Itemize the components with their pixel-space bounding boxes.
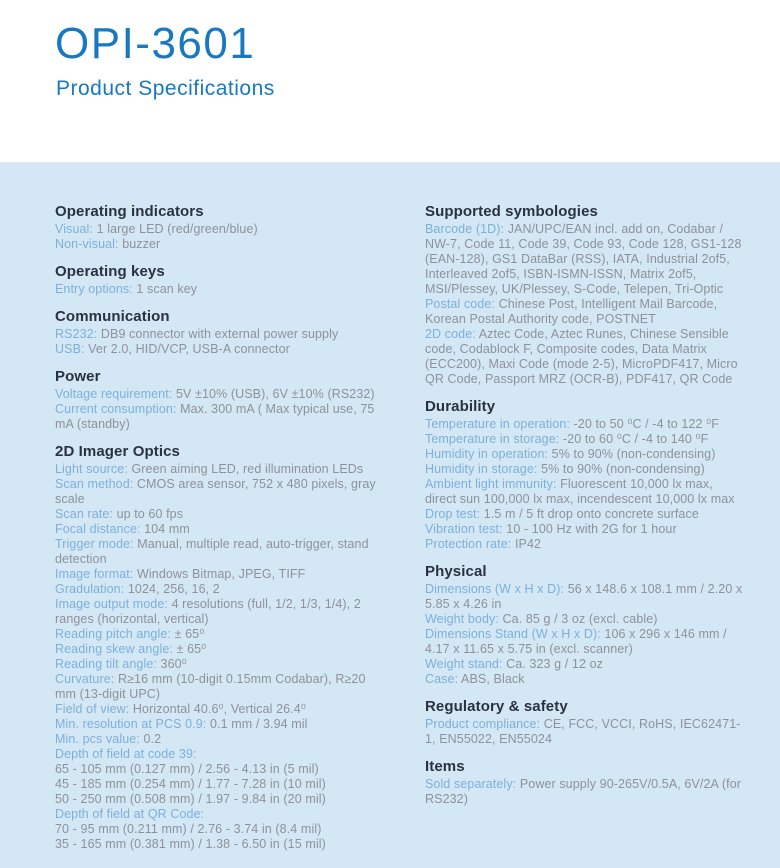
spec-line xyxy=(55,762,377,777)
spec-line xyxy=(55,522,377,537)
spec-value: 4 resolutions (full, 1/2, 1/3, 1/4), 2 ranges (horizontal, vertical) xyxy=(55,597,361,626)
spec-line xyxy=(55,237,377,252)
spec-label: Drop test: xyxy=(425,507,481,521)
spec-label: Sold separately: xyxy=(425,777,517,791)
spec-line xyxy=(55,582,377,597)
spec-value: up to 60 fps xyxy=(116,507,184,521)
spec-value: 5% to 90% (non-condensing) xyxy=(541,462,705,476)
spec-value: 0.2 xyxy=(143,732,162,746)
spec-line xyxy=(425,477,747,507)
spec-value: 106 x 296 x 146 mm / 4.17 x 11.65 x 5.75 in (excl. scanner) xyxy=(425,627,727,656)
spec-value: Ver 2.0, HID/VCP, USB-A connector xyxy=(88,342,290,356)
spec-columns xyxy=(55,202,780,862)
section-power xyxy=(55,367,377,432)
spec-value: Manual, multiple read, auto-trigger, stand detection xyxy=(55,537,369,566)
section-heading: Communication xyxy=(55,308,170,325)
spec-value: R≥16 mm (10-digit 0.15mm Codabar), R≥20 mm (13-digit UPC) xyxy=(55,672,366,701)
spec-value: ABS, Black xyxy=(461,672,525,686)
spec-value: 104 mm xyxy=(144,522,190,536)
spec-label: Dimensions Stand (W x H x D): xyxy=(425,627,601,641)
spec-label: Min. pcs value: xyxy=(55,732,140,746)
spec-value: 56 x 148.6 x 108.1 mm / 2.20 x 5.85 x 4.26 in xyxy=(425,582,743,611)
spec-value: 35 - 165 mm (0.381 mm) / 1.38 - 6.50 in (15 mil) xyxy=(55,837,326,851)
section-operating-indicators xyxy=(55,202,377,252)
spec-line xyxy=(55,732,377,747)
spec-line xyxy=(425,717,747,747)
section-items xyxy=(425,757,747,807)
spec-label: Humidity in storage: xyxy=(425,462,538,476)
section-heading: Power xyxy=(55,368,101,385)
spec-value: CE, FCC, VCCI, RoHS, IEC62471-1, EN55022, EN55024 xyxy=(425,717,741,746)
section-communication xyxy=(55,307,377,357)
spec-label: Postal code: xyxy=(425,297,495,311)
spec-value: IP42 xyxy=(514,537,542,551)
section-heading: 2D Imager Optics xyxy=(55,443,180,460)
spec-label: Weight stand: xyxy=(425,657,503,671)
product-title: OPI-3601 xyxy=(55,19,256,68)
spec-line xyxy=(55,402,377,432)
page-header xyxy=(0,0,780,162)
spec-line xyxy=(55,462,377,477)
spec-value: 1024, 256, 16, 2 xyxy=(127,582,220,596)
section-durability xyxy=(425,397,747,552)
spec-value: 1 scan key xyxy=(136,282,198,296)
spec-label: Barcode (1D): xyxy=(425,222,505,236)
spec-line xyxy=(55,777,377,792)
spec-label: Non-visual: xyxy=(55,237,119,251)
spec-label: Current consumption: xyxy=(55,402,177,416)
spec-line xyxy=(55,747,377,762)
spec-line xyxy=(425,672,747,687)
spec-value: 5% to 90% (non-condensing) xyxy=(551,447,716,461)
spec-line xyxy=(425,462,747,477)
spec-label: Light source: xyxy=(55,462,128,476)
spec-value: 65 - 105 mm (0.127 mm) / 2.56 - 4.13 in (5 mil) xyxy=(55,762,319,776)
spec-label: Reading tilt angle: xyxy=(55,657,157,671)
spec-panel xyxy=(0,162,780,868)
spec-value: Chinese Post, Intelligent Mail Barcode, Korean Postal Authority code, POSTNET xyxy=(425,297,718,326)
section-physical xyxy=(425,562,747,687)
spec-line xyxy=(55,837,377,852)
spec-line xyxy=(55,537,377,567)
spec-label: Voltage requirement: xyxy=(55,387,173,401)
spec-label: Entry options: xyxy=(55,282,133,296)
spec-value: 360⁰ xyxy=(160,657,187,671)
spec-label: Focal distance: xyxy=(55,522,141,536)
spec-value: JAN/UPC/EAN incl. add on, Codabar / NW-7, Code 11, Code 39, Code 93, Code 128, GS1-128 (EAN-128), GS1 DataBar (RSS), IATA, Industrial 2of5, Interleaved 2of5, ISBN-ISMN-ISSN, Matrix 2of5, MSI/Plessey, UK/Plessey, S-Code, Telepen, Tri-Optic xyxy=(425,222,742,296)
spec-label: Temperature in storage: xyxy=(425,432,560,446)
spec-column-left xyxy=(55,202,377,862)
spec-label: Gradulation: xyxy=(55,582,125,596)
spec-line xyxy=(425,417,747,432)
spec-line xyxy=(425,327,747,387)
spec-line xyxy=(55,477,377,507)
spec-line xyxy=(55,657,377,672)
spec-line xyxy=(55,387,377,402)
spec-value: CMOS area sensor, 752 x 480 pixels, gray scale xyxy=(55,477,376,506)
section-heading: Operating keys xyxy=(55,263,165,280)
spec-label: Trigger mode: xyxy=(55,537,134,551)
spec-label: USB: xyxy=(55,342,85,356)
spec-value: ± 65⁰ xyxy=(174,627,205,641)
section-heading: Items xyxy=(425,758,465,775)
spec-line xyxy=(425,612,747,627)
spec-line xyxy=(425,297,747,327)
spec-label: Vibration test: xyxy=(425,522,503,536)
spec-value: Windows Bitmap, JPEG, TIFF xyxy=(137,567,306,581)
section-heading: Durability xyxy=(425,398,496,415)
spec-label: 2D code: xyxy=(425,327,476,341)
spec-line xyxy=(55,642,377,657)
spec-value: Ca. 323 g / 12 oz xyxy=(506,657,603,671)
section-operating-keys xyxy=(55,262,377,297)
spec-label: Image format: xyxy=(55,567,134,581)
spec-line xyxy=(425,627,747,657)
section-heading: Physical xyxy=(425,563,487,580)
spec-label: Temperature in operation: xyxy=(425,417,570,431)
spec-line xyxy=(425,222,747,297)
spec-value: Green aiming LED, red illumination LEDs xyxy=(131,462,364,476)
spec-line xyxy=(55,807,377,822)
spec-value: Max. 300 mA ( Max typical use, 75 mA (standby) xyxy=(55,402,375,431)
spec-value: 5V ±10% (USB), 6V ±10% (RS232) xyxy=(175,387,375,401)
spec-value: Ca. 85 g / 3 oz (excl. cable) xyxy=(502,612,658,626)
spec-line xyxy=(55,222,377,237)
spec-line xyxy=(55,672,377,702)
spec-value: 70 - 95 mm (0.211 mm) / 2.76 - 3.74 in (8.4 mil) xyxy=(55,822,322,836)
spec-line xyxy=(55,717,377,732)
spec-line xyxy=(425,432,747,447)
section-heading: Operating indicators xyxy=(55,203,204,220)
spec-line xyxy=(425,507,747,522)
spec-label: Reading skew angle: xyxy=(55,642,173,656)
spec-label: Product compliance: xyxy=(425,717,541,731)
spec-line xyxy=(55,627,377,642)
spec-line xyxy=(425,522,747,537)
spec-line xyxy=(425,582,747,612)
spec-label: Min. resolution at PCS 0.9: xyxy=(55,717,207,731)
spec-value: -20 to 60 ⁰C / -4 to 140 ⁰F xyxy=(562,432,709,446)
spec-value: 45 - 185 mm (0.254 mm) / 1.77 - 7.28 in (10 mil) xyxy=(55,777,326,791)
spec-line xyxy=(425,537,747,552)
spec-line xyxy=(55,507,377,522)
section-heading: Supported symbologies xyxy=(425,203,598,220)
spec-line xyxy=(55,342,377,357)
spec-value: 50 - 250 mm (0.508 mm) / 1.97 - 9.84 in (20 mil) xyxy=(55,792,326,806)
spec-line xyxy=(425,777,747,807)
spec-label: Scan method: xyxy=(55,477,134,491)
spec-value: 1 large LED (red/green/blue) xyxy=(96,222,258,236)
spec-label: Depth of field at QR Code: xyxy=(55,807,205,821)
spec-label: RS232: xyxy=(55,327,98,341)
spec-label: Reading pitch angle: xyxy=(55,627,171,641)
spec-label: Ambient light immunity: xyxy=(425,477,557,491)
spec-value: 10 - 100 Hz with 2G for 1 hour xyxy=(506,522,677,536)
spec-label: Curvature: xyxy=(55,672,115,686)
spec-label: Weight body: xyxy=(425,612,499,626)
spec-value: Aztec Code, Aztec Runes, Chinese Sensible code, Codablock F, Composite codes, Data Matrix (ECC200), Maxi Code (mode 2-5), MicroPDF417, Micro QR Code, Passport MRZ (OCR-B), PDF417, QR Code xyxy=(425,327,738,386)
spec-column-right xyxy=(425,202,747,862)
spec-line xyxy=(55,567,377,582)
section-heading: Regulatory & safety xyxy=(425,698,568,715)
spec-line xyxy=(425,657,747,672)
spec-value: 1.5 m / 5 ft drop onto concrete surface xyxy=(483,507,699,521)
spec-label: Case: xyxy=(425,672,459,686)
spec-label: Scan rate: xyxy=(55,507,113,521)
spec-line xyxy=(55,792,377,807)
spec-value: -20 to 50 ⁰C / -4 to 122 ⁰F xyxy=(573,417,719,431)
spec-value: 0.1 mm / 3.94 mil xyxy=(209,717,308,731)
spec-label: Depth of field at code 39: xyxy=(55,747,197,761)
spec-label: Protection rate: xyxy=(425,537,512,551)
spec-label: Dimensions (W x H x D): xyxy=(425,582,565,596)
spec-value: Power supply 90-265V/0.5A, 6V/2A (for RS232) xyxy=(425,777,742,806)
spec-value: Horizontal 40.6⁰, Vertical 26.4⁰ xyxy=(132,702,306,716)
spec-line xyxy=(55,702,377,717)
spec-line xyxy=(55,597,377,627)
spec-line xyxy=(55,282,377,297)
spec-label: Humidity in operation: xyxy=(425,447,549,461)
spec-line xyxy=(55,822,377,837)
section-supported-symbologies xyxy=(425,202,747,387)
section-regulatory-safety xyxy=(425,697,747,747)
spec-value: buzzer xyxy=(122,237,161,251)
spec-label: Image output mode: xyxy=(55,597,168,611)
spec-value: DB9 connector with external power supply xyxy=(100,327,339,341)
spec-label: Visual: xyxy=(55,222,93,236)
page-subtitle: Product Specifications xyxy=(56,77,275,100)
spec-line xyxy=(425,447,747,462)
section-2d-imager-optics xyxy=(55,442,377,852)
spec-value: ± 65⁰ xyxy=(176,642,207,656)
spec-value: Fluorescent 10,000 lx max, direct sun 100,000 lx max, incendescent 10,000 lx max xyxy=(425,477,735,506)
spec-label: Field of view: xyxy=(55,702,130,716)
spec-line xyxy=(55,327,377,342)
